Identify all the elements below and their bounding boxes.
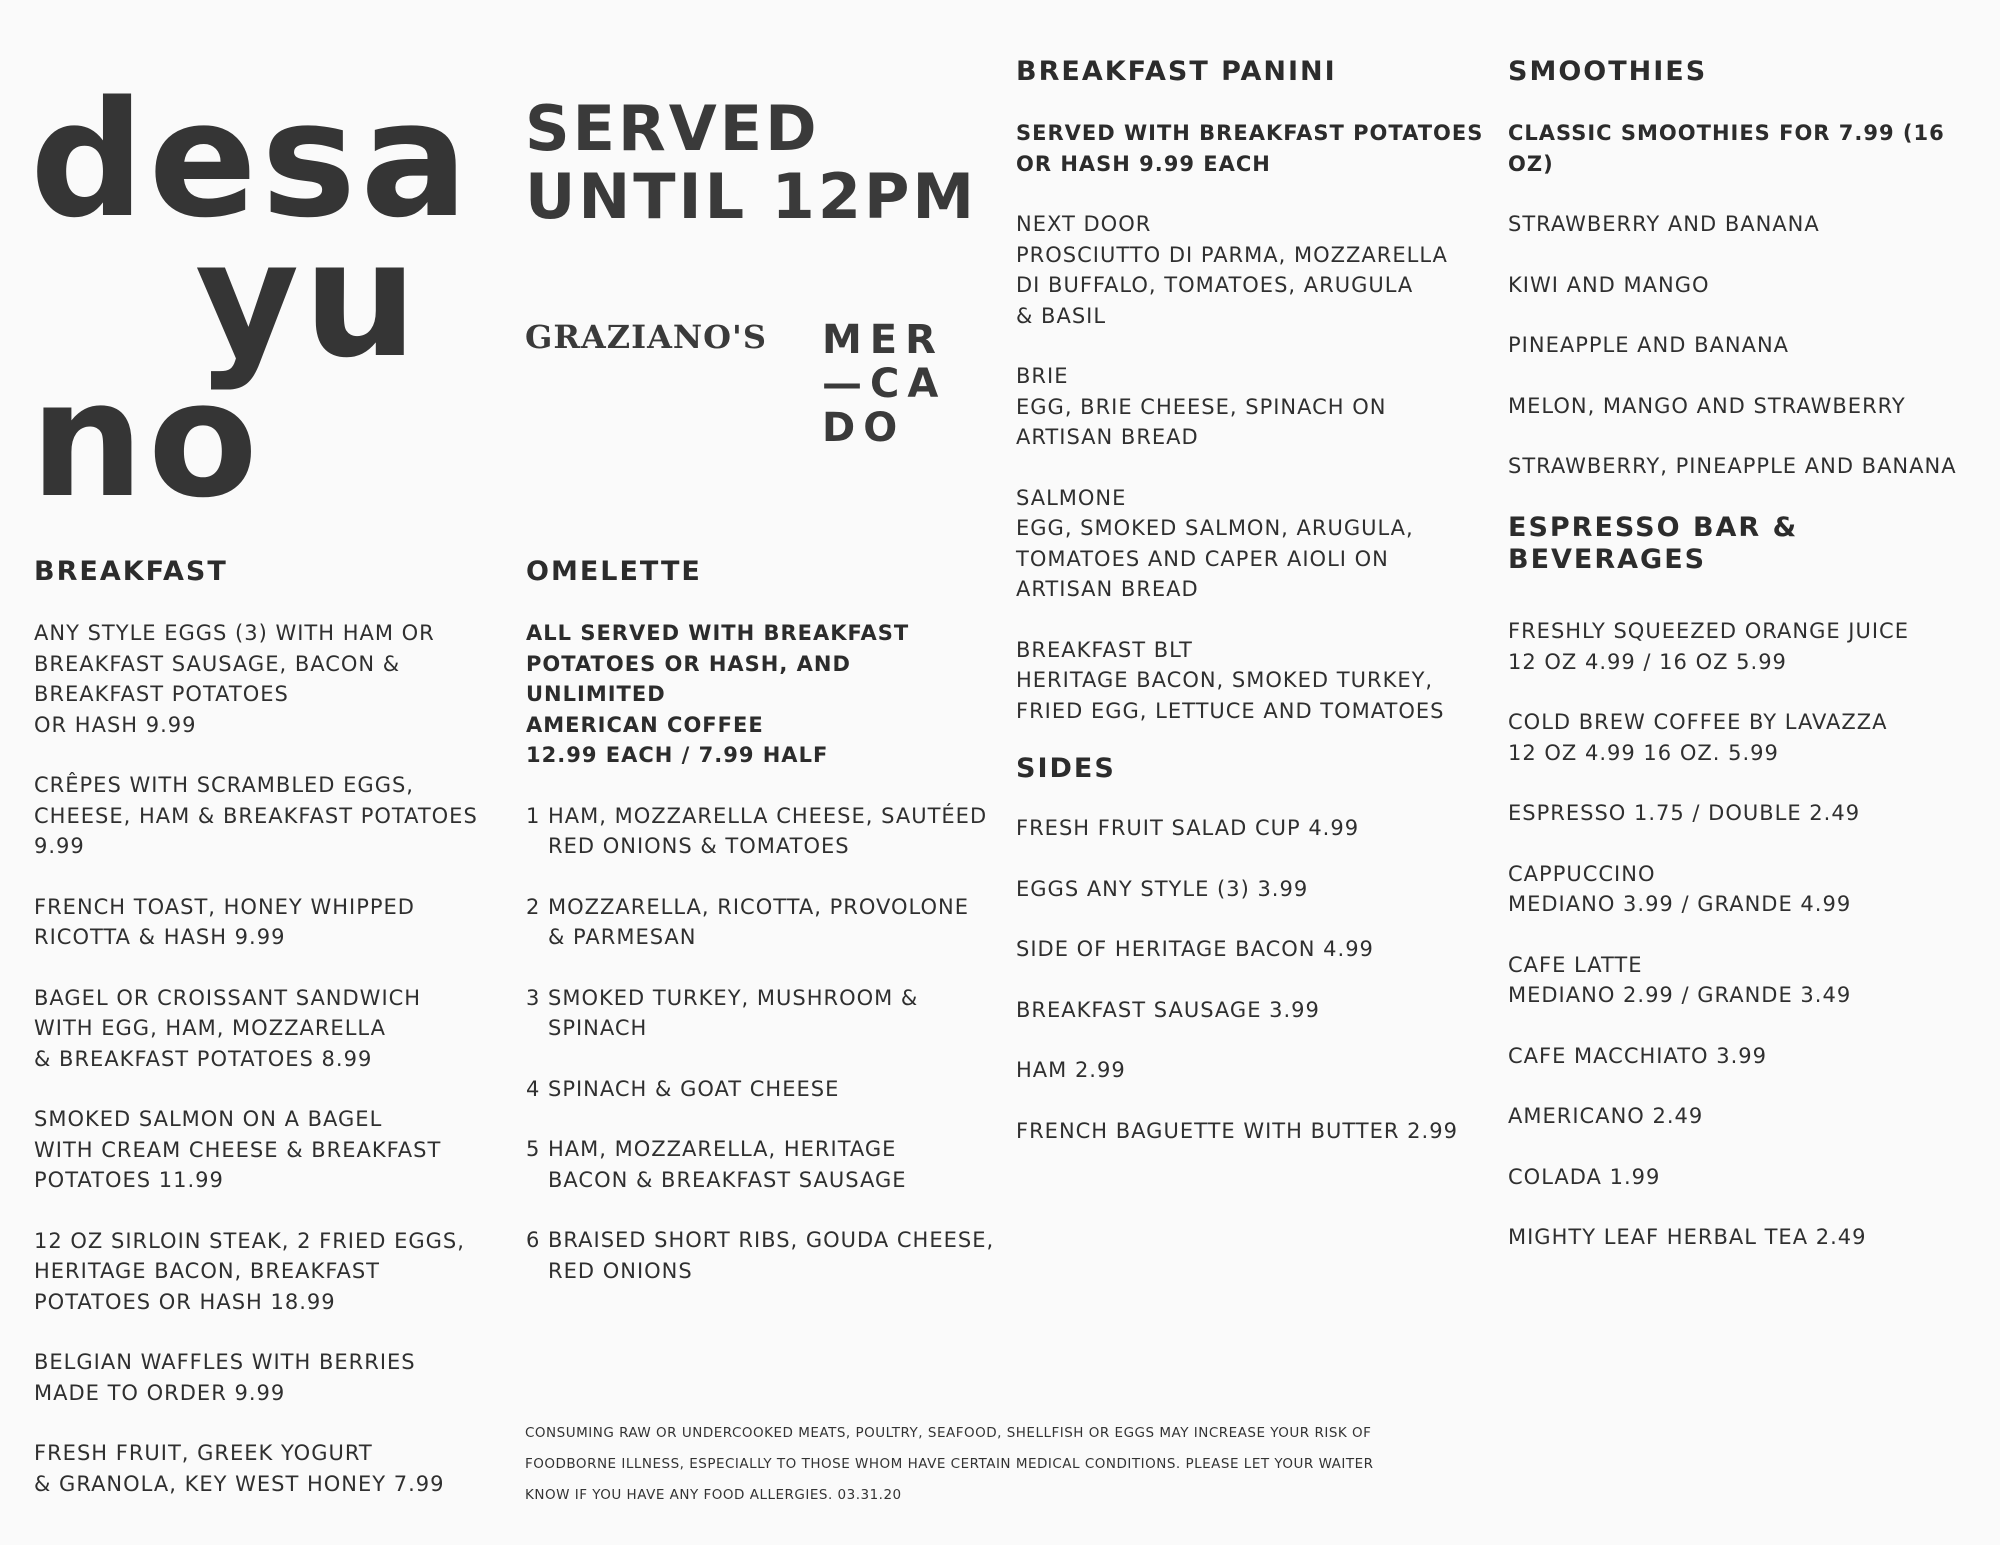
mercado-logo-line-1: MER <box>822 317 944 363</box>
menu-item: BELGIAN WAFFLES WITH BERRIES MADE TO ORDER 9.99 <box>34 1350 416 1405</box>
menu-item: 12 OZ SIRLOIN STEAK, 2 FRIED EGGS, HERITAGE BACON, BREAKFAST POTATOES OR HASH 18.99 <box>34 1228 465 1314</box>
omelette-item <box>526 1074 996 1105</box>
menu-item: MIGHTY LEAF HERBAL TEA 2.49 <box>1508 1225 1867 1249</box>
item-text: SMOKED TURKEY, MUSHROOM & SPINACH <box>548 985 919 1040</box>
mercado-logo <box>822 318 946 450</box>
menu-item: COLD BREW COFFEE BY LAVAZZA 12 OZ 4.99 16 OZ. 5.99 <box>1508 710 1888 765</box>
hero-title <box>30 40 500 533</box>
omelette-heading: OMELETTE <box>526 556 702 587</box>
omelette-item <box>526 801 996 862</box>
item-number: 6 <box>526 1228 541 1252</box>
menu-item: ESPRESSO 1.75 / DOUBLE 2.49 <box>1508 801 1861 825</box>
smoothies-section <box>1508 56 1978 482</box>
panini-section <box>1016 56 1496 726</box>
menu-item: BREAKFAST BLT HERITAGE BACON, SMOKED TURKEY, FRIED EGG, LETTUCE AND TOMATOES <box>1016 637 1445 723</box>
item-number: 4 <box>526 1076 541 1101</box>
menu-item: FRENCH TOAST, HONEY WHIPPED RICOTTA & HASH 9.99 <box>34 894 415 949</box>
omelette-section <box>526 556 996 1286</box>
menu-item: CRÊPES WITH SCRAMBLED EGGS, CHEESE, HAM & BREAKFAST POTATOES 9.99 <box>34 773 478 858</box>
mercado-logo-line-3: DO <box>822 405 906 451</box>
menu-item: FRESH FRUIT, GREEK YOGURT & GRANOLA, KEY WEST HONEY 7.99 <box>34 1441 445 1496</box>
mercado-logo-line-2: —CA <box>822 361 947 407</box>
menu-item: MELON, MANGO AND STRAWBERRY <box>1508 393 1906 418</box>
smoothies-heading: SMOOTHIES <box>1508 56 1708 87</box>
menu-item: BAGEL OR CROISSANT SANDWICH WITH EGG, HAM, MOZZARELLA & BREAKFAST POTATOES 8.99 <box>34 985 422 1071</box>
omelette-item <box>526 1134 996 1195</box>
menu-item: HAM 2.99 <box>1016 1058 1126 1082</box>
smoothies-intro: CLASSIC SMOOTHIES FOR 7.99 (16 OZ) <box>1508 121 1945 176</box>
menu-item: FRENCH BAGUETTE WITH BUTTER 2.99 <box>1016 1118 1458 1143</box>
item-number: 2 <box>526 894 541 919</box>
breakfast-section <box>34 556 504 1499</box>
omelette-intro: ALL SERVED WITH BREAKFAST POTATOES OR HASH, AND UNLIMITED AMERICAN COFFEE 12.99 EACH / 7.99 HALF <box>526 621 910 767</box>
panini-intro: SERVED WITH BREAKFAST POTATOES OR HASH 9.99 EACH <box>1016 121 1484 176</box>
espresso-section <box>1508 512 1988 1253</box>
menu-item: FRESH FRUIT SALAD CUP 4.99 <box>1016 816 1360 840</box>
served-until-heading <box>525 92 978 233</box>
menu-item: FRESHLY SQUEEZED ORANGE JUICE 12 OZ 4.99 / 16 OZ 5.99 <box>1508 619 1909 674</box>
menu-item: KIWI AND MANGO <box>1508 272 1710 297</box>
menu-item: EGGS ANY STYLE (3) 3.99 <box>1016 876 1309 901</box>
served-line-2: UNTIL 12PM <box>525 160 978 233</box>
menu-item: SIDE OF HERITAGE BACON 4.99 <box>1016 937 1374 961</box>
sides-heading: SIDES <box>1016 753 1116 784</box>
menu-item: CAPPUCCINO MEDIANO 3.99 / GRANDE 4.99 <box>1508 861 1852 916</box>
served-line-1: SERVED <box>525 92 820 165</box>
menu-item: CAFE LATTE MEDIANO 2.99 / GRANDE 3.49 <box>1508 952 1852 1007</box>
menu-item: AMERICANO 2.49 <box>1508 1104 1704 1128</box>
menu-item: BRIE EGG, BRIE CHEESE, SPINACH ON ARTISAN BREAD <box>1016 364 1387 449</box>
menu-item: SMOKED SALMON ON A BAGEL WITH CREAM CHEESE & BREAKFAST POTATOES 11.99 <box>34 1107 442 1192</box>
menu-item: SALMONE EGG, SMOKED SALMON, ARUGULA, TOMATOES AND CAPER AIOLI ON ARTISAN BREAD <box>1016 485 1414 601</box>
item-text: HAM, MOZZARELLA, HERITAGE BACON & BREAKFAST SAUSAGE <box>548 1137 907 1192</box>
hero-line-2: yu <box>195 206 422 393</box>
item-text: MOZZARELLA, RICOTTA, PROVOLONE & PARMESAN <box>548 894 969 949</box>
espresso-heading: ESPRESSO BAR & BEVERAGES <box>1508 512 1799 575</box>
menu-item: BREAKFAST SAUSAGE 3.99 <box>1016 997 1320 1022</box>
graziano-logo: GRAZIANO'S <box>525 318 767 356</box>
panini-heading: BREAKFAST PANINI <box>1016 56 1337 87</box>
item-number: 3 <box>526 985 541 1010</box>
menu-item: COLADA 1.99 <box>1508 1164 1661 1189</box>
menu-item: STRAWBERRY AND BANANA <box>1508 212 1820 236</box>
omelette-item <box>526 892 996 953</box>
hero-line-1: desa <box>30 66 473 253</box>
menu-item: NEXT DOOR PROSCIUTTO DI PARMA, MOZZARELLA DI BUFFALO, TOMATOES, ARUGULA & BASIL <box>1016 212 1448 328</box>
item-text: HAM, MOZZARELLA CHEESE, SAUTÉED RED ONIONS & TOMATOES <box>548 803 988 858</box>
item-text: SPINACH & GOAT CHEESE <box>548 1076 840 1101</box>
item-number: 5 <box>526 1137 541 1161</box>
menu-item: PINEAPPLE AND BANANA <box>1508 333 1790 357</box>
menu-item: CAFE MACCHIATO 3.99 <box>1508 1043 1768 1068</box>
allergy-footnote: CONSUMING RAW OR UNDERCOOKED MEATS, POULTRY, SEAFOOD, SHELLFISH OR EGGS MAY INCREASE YOUR RISK OF FOODBORNE ILLNESS, ESPECIALLY TO THOSE WHOM HAVE CERTAIN MEDICAL CONDITIONS. PLEASE LET YOUR WAITER KNOW IF YOU HAVE ANY FOOD ALLERGIES. 03.31.20 <box>525 1425 1374 1503</box>
menu-item: STRAWBERRY, PINEAPPLE AND BANANA <box>1508 454 1957 478</box>
menu-item: ANY STYLE EGGS (3) WITH HAM OR BREAKFAST SAUSAGE, BACON & BREAKFAST POTATOES OR HASH 9.99 <box>34 621 435 737</box>
item-text: BRAISED SHORT RIBS, GOUDA CHEESE, RED ONIONS <box>548 1228 995 1283</box>
omelette-item <box>526 983 996 1044</box>
item-number: 1 <box>526 803 541 828</box>
breakfast-heading: BREAKFAST <box>34 556 228 587</box>
hero-line-3: no <box>30 346 262 533</box>
sides-section <box>1016 753 1496 1146</box>
omelette-item <box>526 1225 996 1286</box>
